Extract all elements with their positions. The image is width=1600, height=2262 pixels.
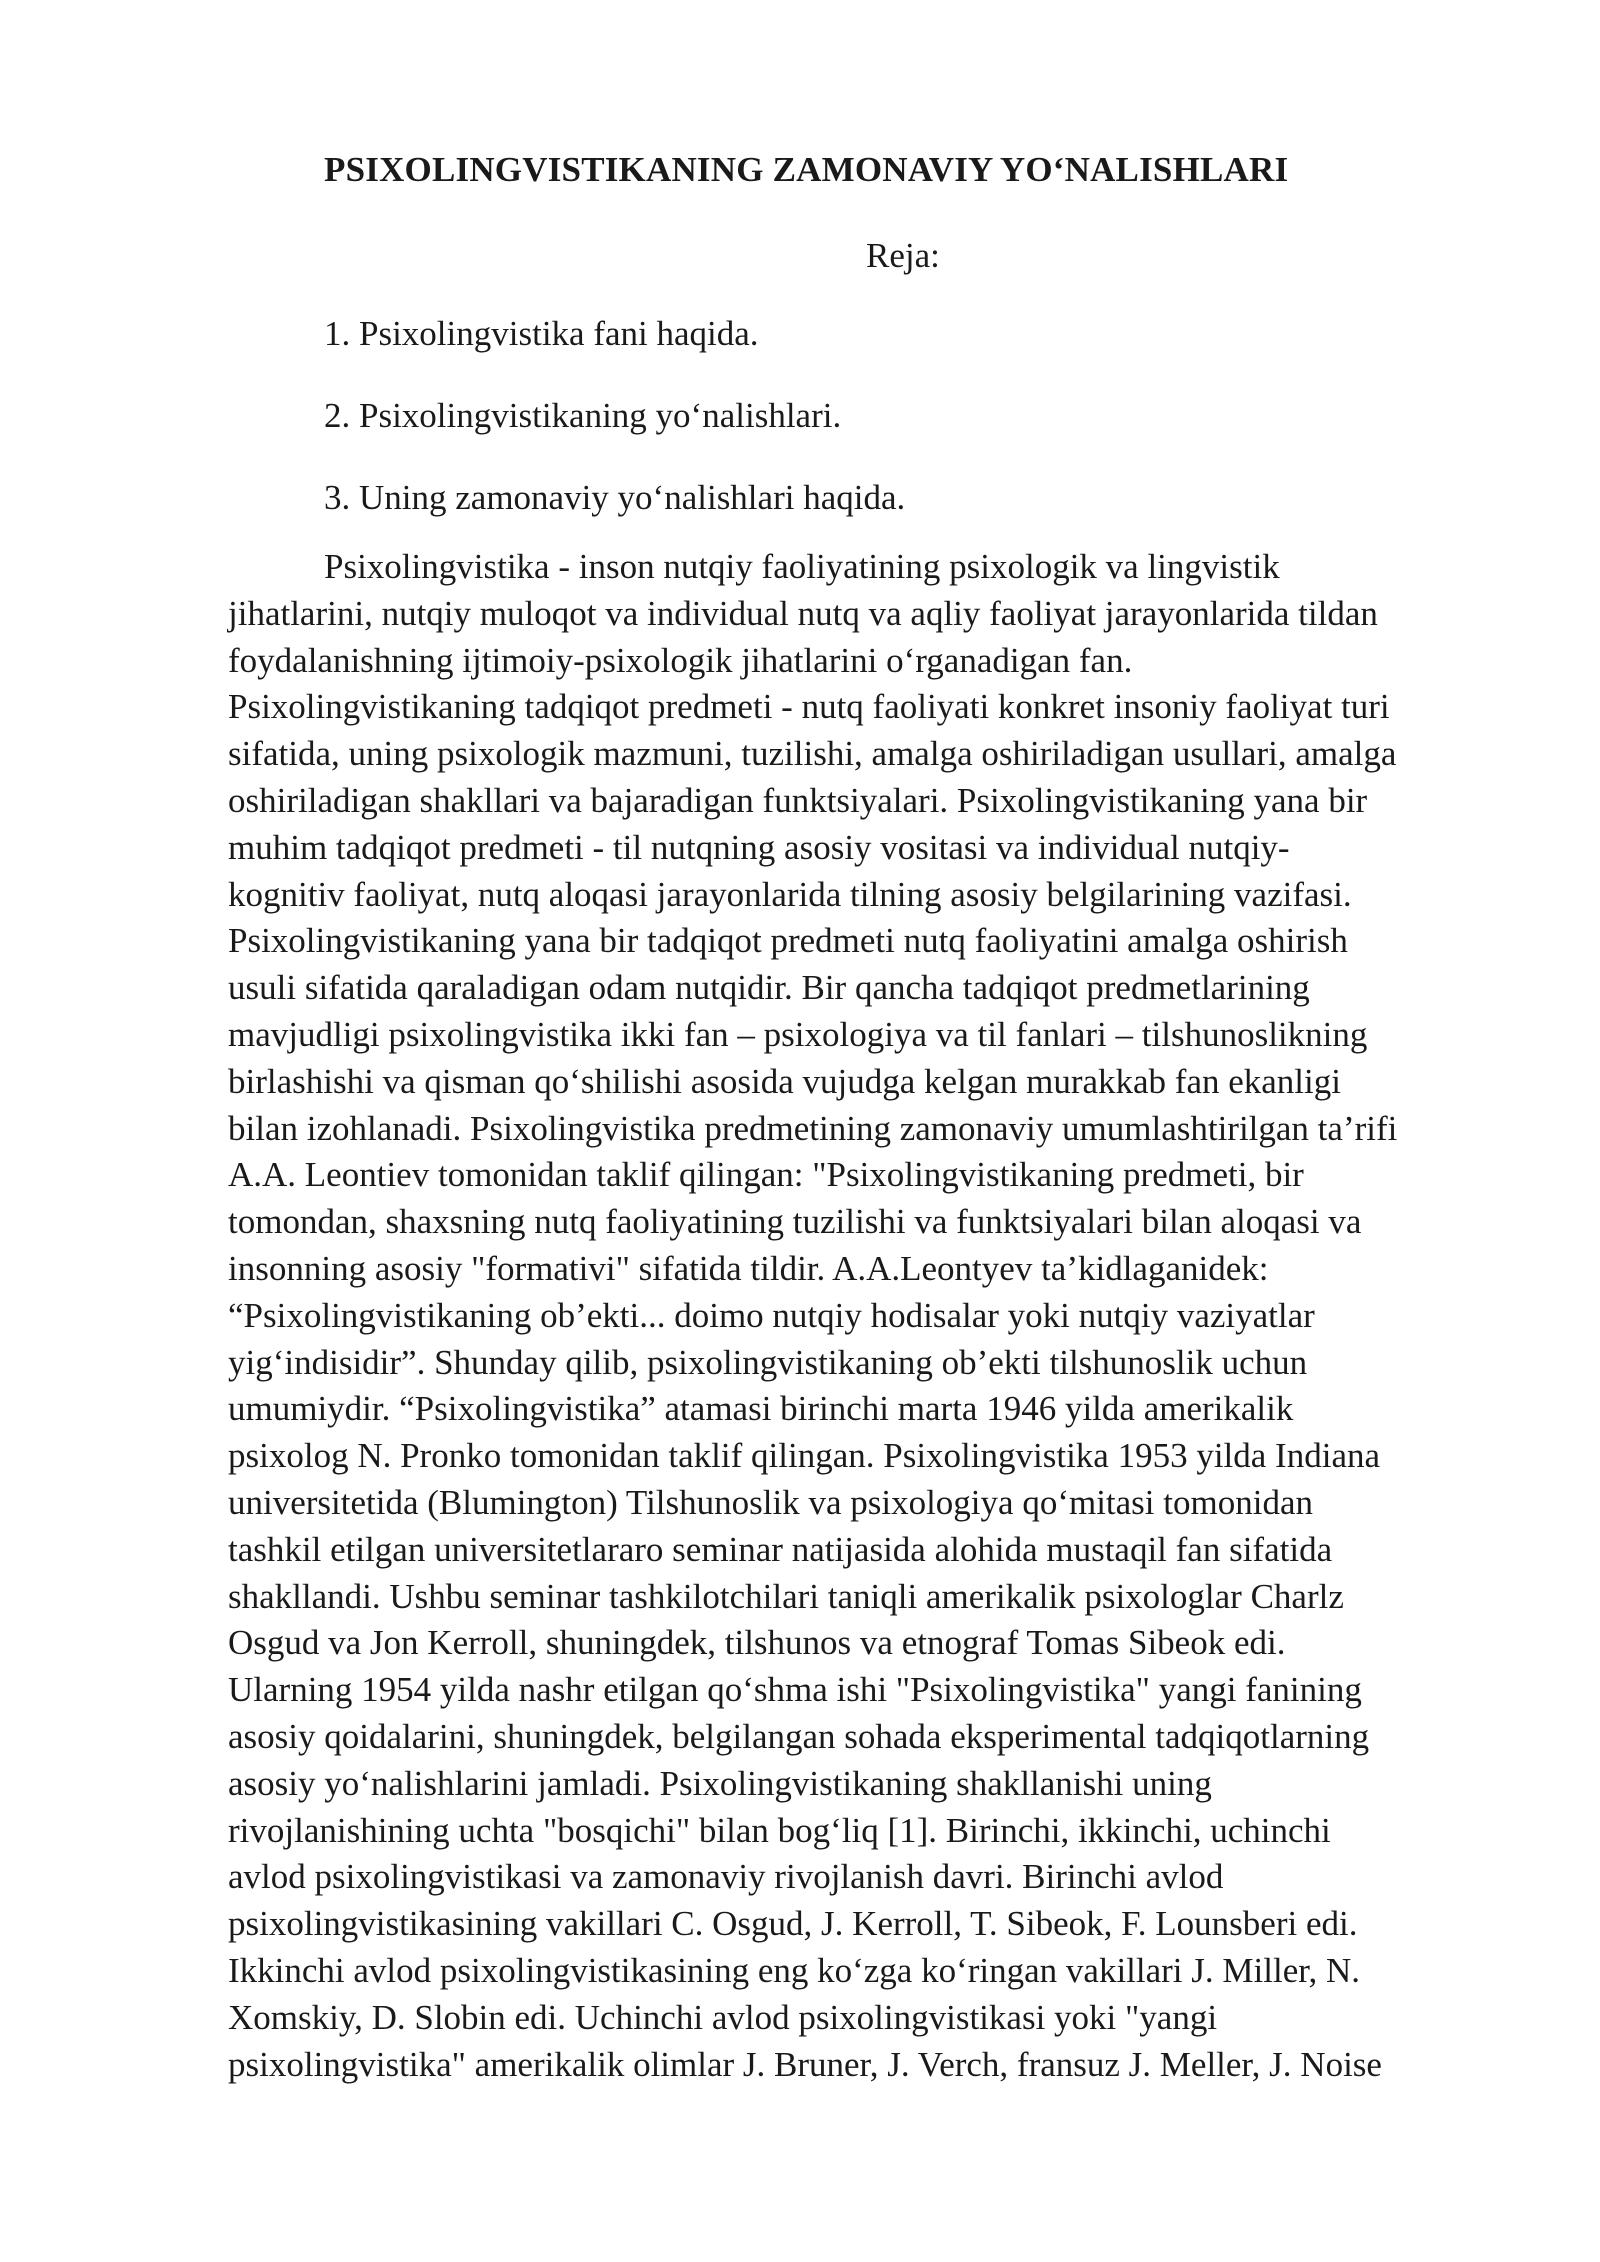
body-line: psixolog N. Pronko tomonidan taklif qilingan. Psixolingvistika 1953 yilda Indiana [228, 1436, 1381, 1476]
body-line: muhim tadqiqot predmeti - til nutqning asosiy vositasi va individual nutqiy- [228, 827, 1290, 867]
body-line: avlod psixolingvistikasi va zamonaviy rivojlanish davri. Birinchi avlod [228, 1857, 1224, 1897]
body-line: bilan izohlanadi. Psixolingvistika predmetining zamonaviy umumlashtirilgan ta’rifi [228, 1108, 1398, 1148]
body-line: mavjudligi psixolingvistika ikki fan – psixologiya va til fanlari – tilshunoslikning [228, 1014, 1368, 1054]
body-line: Ikkinchi avlod psixolingvistikasining eng ko‘zga ko‘ringan vakillari J. Miller, N. [228, 1950, 1361, 1990]
plan-item: 2. Psixolingvistikaning yo‘nalishlari. [324, 396, 842, 435]
body-line: Xomskiy, D. Slobin edi. Uchinchi avlod psixolingvistikasi yoki "yangi [228, 1997, 1218, 2037]
body-line: umumiydir. “Psixolingvistika” atamasi birinchi marta 1946 yilda amerikalik [228, 1389, 1294, 1429]
body-line: jihatlarini, nutqiy muloqot va individual nutq va aqliy faoliyat jarayonlarida tildan [228, 593, 1378, 633]
body-line: psixolingvistika" amerikalik olimlar J. Bruner, J. Verch, fransuz J. Meller, J. Noise [228, 2044, 1382, 2084]
body-line: kognitiv faoliyat, nutq aloqasi jarayonlarida tilning asosiy belgilarining vazifasi. [228, 874, 1352, 914]
body-line: Ularning 1954 yilda nashr etilgan qo‘shma ishi "Psixolingvistika" yangi fanining [228, 1670, 1362, 1710]
body-line: A.A. Leontiev tomonidan taklif qilingan: "Psixolingvistikaning predmeti, bir [228, 1155, 1304, 1195]
body-line: asosiy yo‘nalishlarini jamladi. Psixolingvistikaning shakllanishi uning [228, 1763, 1212, 1803]
body-line: tomondan, shaxsning nutq faoliyatining tuzilishi va funktsiyalari bilan aloqasi va [228, 1202, 1362, 1242]
body-line: shakllandi. Ushbu seminar tashkilotchilari taniqli amerikalik psixologlar Charlz [228, 1576, 1344, 1616]
body-line: rivojlanishining uchta "bosqichi" bilan bog‘liq [1]. Birinchi, ikkinchi, uchinchi [228, 1810, 1331, 1850]
body-line: tashkil etilgan universitetlararo seminar natijasida alohida mustaqil fan sifatida [228, 1529, 1333, 1569]
body-line: psixolingvistikasining vakillari C. Osgud, J. Kerroll, T. Sibeok, F. Lounsberi edi. [228, 1904, 1358, 1944]
body-line: Psixolingvistika - inson nutqiy faoliyatining psixologik va lingvistik [324, 547, 1280, 586]
body-line: foydalanishning ijtimoiy-psixologik jihatlarini o‘rganadigan fan. [228, 640, 1133, 680]
body-line: Osgud va Jon Kerroll, shuningdek, tilshunos va etnograf Tomas Sibeok edi. [228, 1623, 1286, 1663]
body-line: insonning asosiy "formativi" sifatida tildir. A.A.Leontyev ta’kidlaganidek: [228, 1248, 1269, 1288]
plan-heading: Reja: [866, 236, 940, 275]
body-line: asosiy qoidalarini, shuningdek, belgilangan sohada eksperimental tadqiqotlarning [228, 1716, 1370, 1756]
body-line: sifatida, uning psixologik mazmuni, tuzilishi, amalga oshiriladigan usullari, amalga [228, 734, 1397, 774]
plan-item: 3. Uning zamonaviy yo‘nalishlari haqida. [324, 478, 906, 517]
plan-list [324, 314, 905, 560]
body-line: Psixolingvistikaning yana bir tadqiqot predmeti nutq faoliyatini amalga oshirish [228, 921, 1348, 961]
body-line: usuli sifatida qaraladigan odam nutqidir. Bir qancha tadqiqot predmetlarining [228, 968, 1310, 1008]
body-line: yig‘indisidir”. Shunday qilib, psixolingvistikaning ob’ekti tilshunoslik uchun [228, 1342, 1308, 1382]
body-line: Psixolingvistikaning tadqiqot predmeti - nutq faoliyati konkret insoniy faoliyat turi [228, 687, 1390, 727]
body-paragraph [228, 544, 1478, 2088]
body-line: oshiriladigan shakllari va bajaradigan funktsiyalari. Psixolingvistikaning yana bir [228, 780, 1368, 820]
body-line: universitetida (Blumington) Tilshunoslik va psixologiya qo‘mitasi tomonidan [228, 1482, 1313, 1522]
document-title: PSIXOLINGVISTIKANING ZAMONAVIY YO‘NALISHLARI [324, 150, 1289, 189]
body-line: birlashishi va qisman qo‘shilishi asosida vujudga kelgan murakkab fan ekanligi [228, 1061, 1341, 1101]
body-line: “Psixolingvistikaning ob’ekti... doimo nutqiy hodisalar yoki nutqiy vaziyatlar [228, 1295, 1315, 1335]
plan-item: 1. Psixolingvistika fani haqida. [324, 314, 759, 353]
